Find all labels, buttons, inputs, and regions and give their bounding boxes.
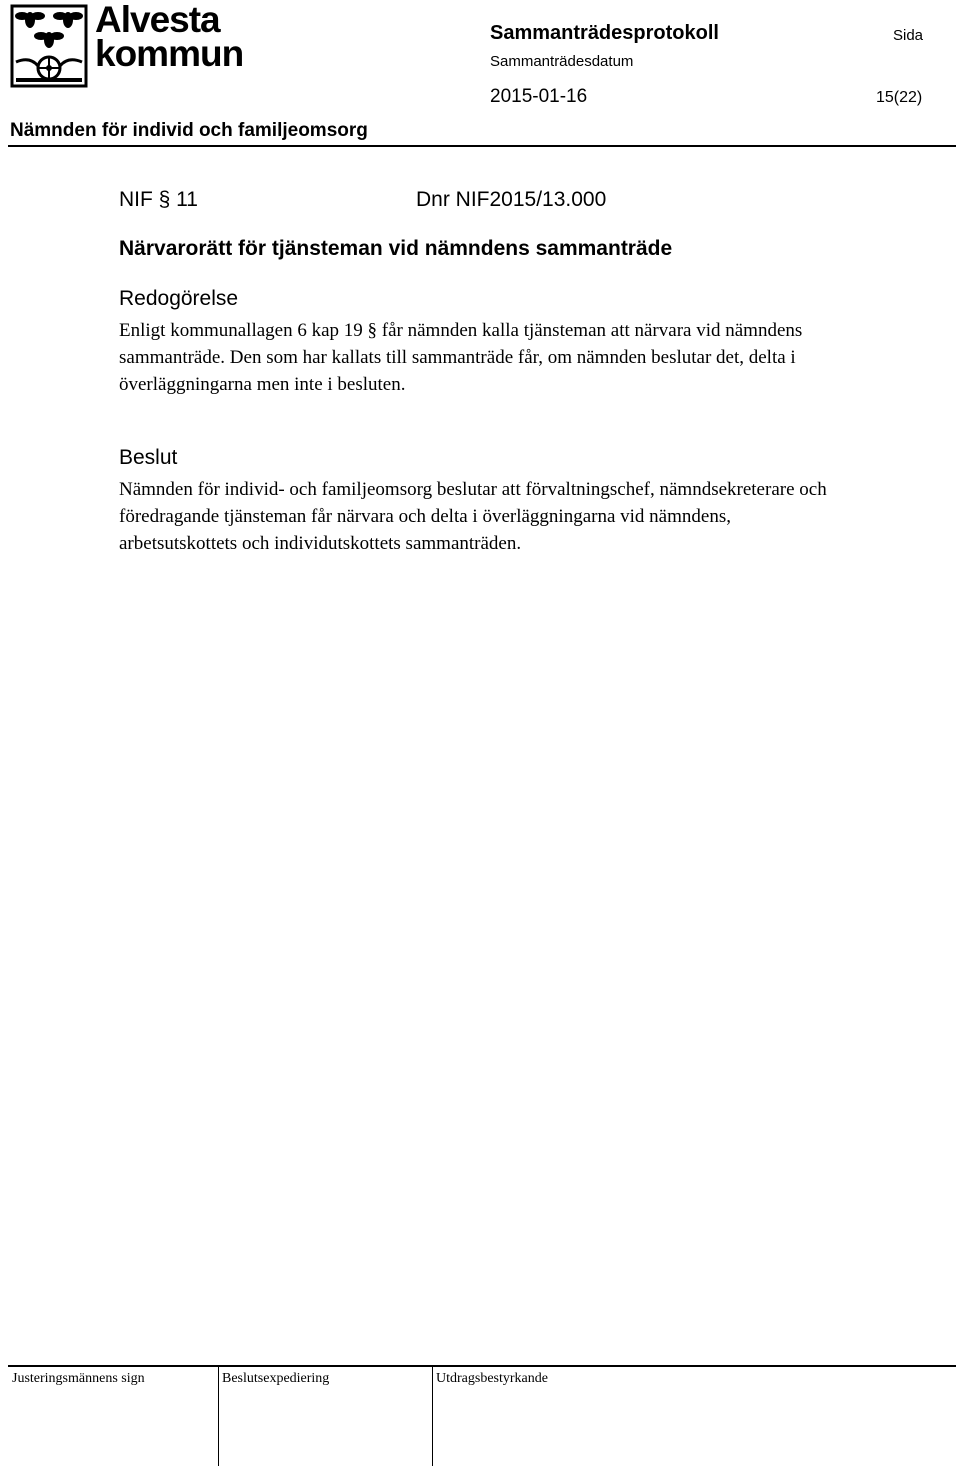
redogorelse-heading: Redogörelse [119,287,239,310]
meeting-date-label: Sammanträdesdatum [490,53,634,70]
diary-number: Dnr NIF2015/13.000 [416,188,607,211]
footer-cell-signature [8,1367,219,1466]
logo-wordmark-line2: kommun [95,33,244,74]
header-divider [8,145,956,147]
committee-name: Nämnden för individ och familjeomsorg [10,120,368,141]
beslut-heading: Beslut [119,446,178,469]
signature-footer [8,1365,956,1466]
footer-cell-dispatch [218,1367,433,1466]
municipality-emblem-icon [10,4,88,88]
page-number: 15(22) [876,89,923,106]
footer-cell-certified-extract [432,1367,956,1466]
beslut-paragraph: Nämnden för individ- och familjeomsorg beslutar att förvaltningschef, nämndsekreterare och föredragande tjänsteman får närvara och delta i överläggningarna vid nämndens, arbetsutskottets och individutskottets sammanträden. [119,479,827,554]
footer-label-certified-extract: Utdragsbestyrkande [436,1371,548,1386]
footer-label-dispatch: Beslutsexpediering [222,1371,330,1386]
redogorelse-paragraph: Enligt kommunallagen 6 kap 19 § får nämnden kalla tjänsteman att närvara vid nämndens sammanträde. Den som har kallats till sammanträde får, om nämnden beslutar det, delta i överläggningarna men inte i besluten. [119,320,803,395]
section-number: NIF § 11 [119,188,198,211]
page-label: Sida [893,27,924,44]
logo-wordmark-line1: Alvesta [95,0,220,40]
footer-label-signature: Justeringsmännens sign [12,1371,145,1386]
meeting-date: 2015-01-16 [490,86,588,107]
section-title: Närvarorätt för tjänsteman vid nämndens sammanträde [119,237,673,260]
document-type: Sammanträdesprotokoll [490,22,719,44]
